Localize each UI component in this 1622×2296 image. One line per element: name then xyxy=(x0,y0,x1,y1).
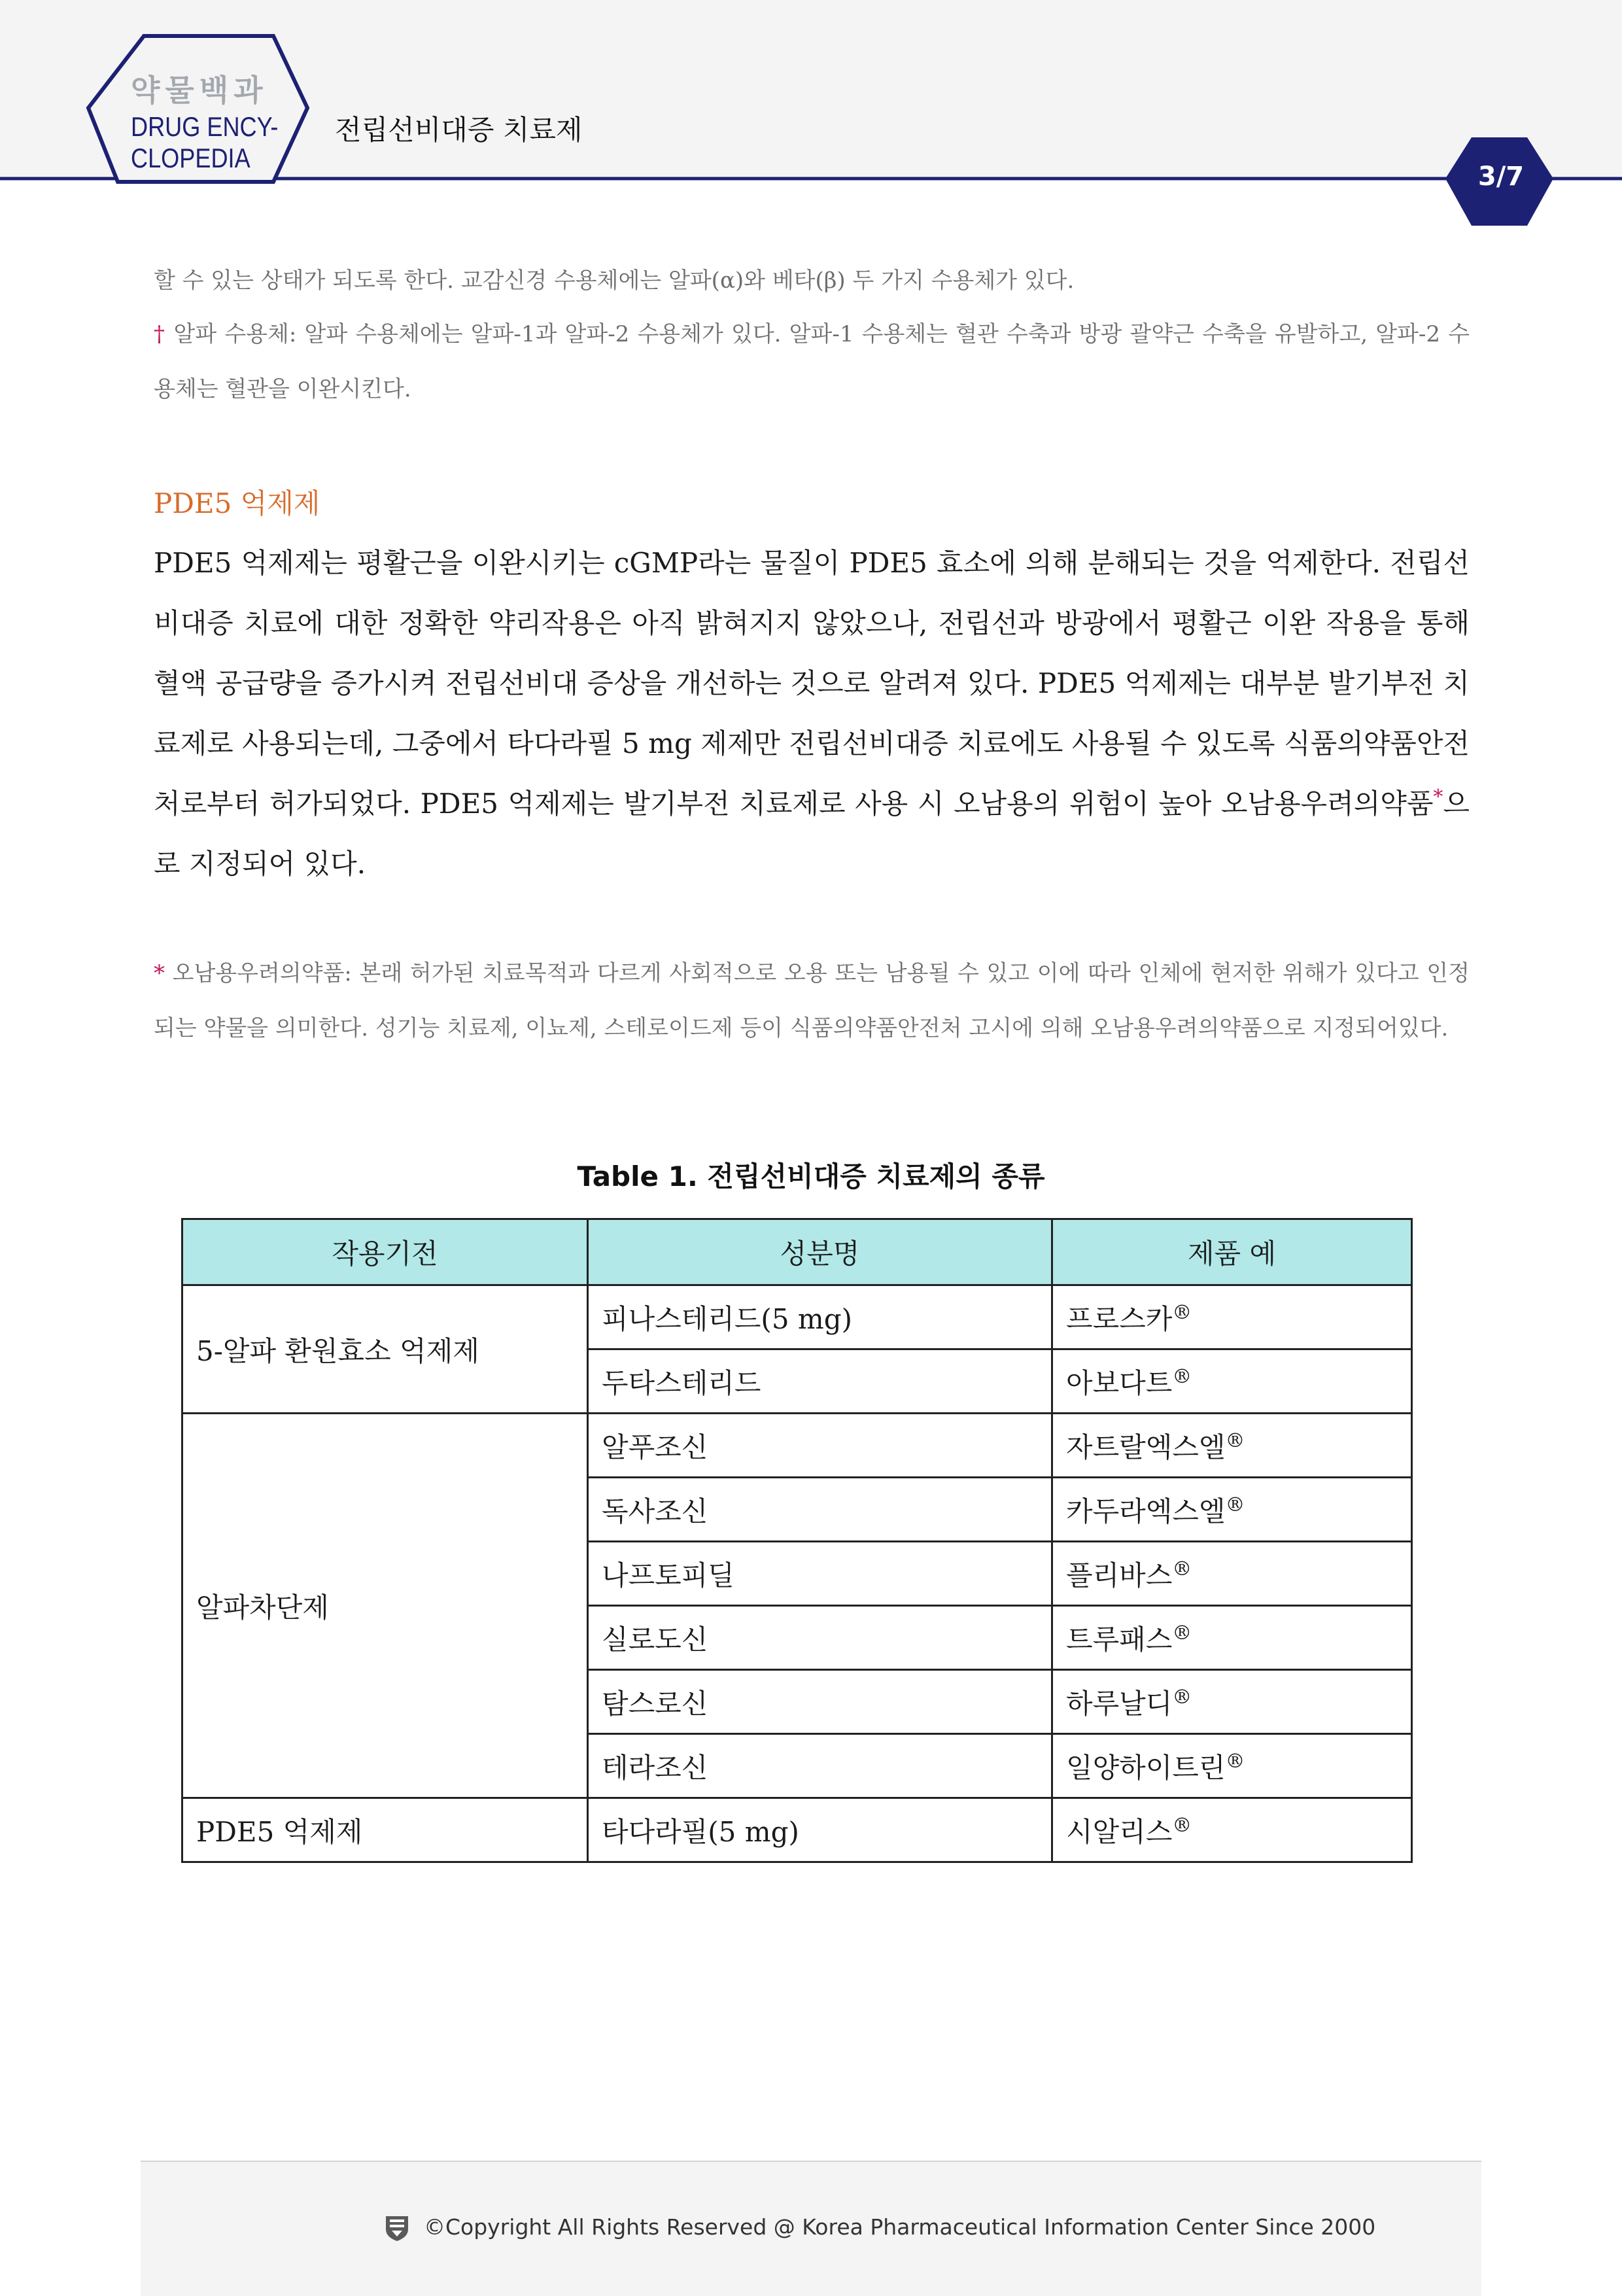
ingredient-cell: 두타스테리드 xyxy=(588,1349,1052,1414)
mechanism-cell: PDE5 억제제 xyxy=(182,1798,588,1862)
registered-mark: ® xyxy=(1225,1493,1245,1516)
pde5-paragraph xyxy=(154,533,1470,894)
intro-line xyxy=(154,253,1470,308)
registered-mark: ® xyxy=(1172,1621,1192,1644)
footnote-reference-mark: * xyxy=(1433,786,1443,809)
product-cell xyxy=(1052,1798,1412,1862)
dagger-symbol: † xyxy=(154,321,166,347)
registered-mark: ® xyxy=(1172,1300,1192,1324)
ingredient-cell: 알푸조신 xyxy=(588,1414,1052,1478)
product-name: 자트랄엑스엘 xyxy=(1066,1431,1226,1463)
registered-mark: ® xyxy=(1172,1685,1192,1709)
product-name: 프로스카 xyxy=(1066,1302,1173,1335)
document-title: 전립선비대증 치료제 xyxy=(335,114,583,146)
ingredient-cell: 타다라필(5 mg) xyxy=(588,1798,1052,1862)
pde5-paragraph-text: PDE5 억제제는 평활근을 이완시키는 cGMP라는 물질이 PDE5 효소에 의해 분해되는 것을 억제한다. 전립선비대증 치료에 대한 정확한 약리작용은 아직 밝혀지지 않았으나, 전립선과 방광에서 평활근 이완 작용을 통해 혈액 공급량을 증가시켜 전립선비대 증상을 개선하는 것으로 알려져 있다. PDE5 억제제는 대부분 발기부전 치료제로 사용되는데, 그중에서 타다라필 5 mg 제제만 전립선비대증 치료에도 사용될 수 있도록 식품의약품안전처로부터 허가되었다. PDE5 억제제는 발기부전 치료제로 사용 시 오남용의 위험이 높아 오남용우려의약품 xyxy=(154,547,1470,820)
product-cell xyxy=(1052,1285,1412,1349)
intro-line-text: 할 수 있는 상태가 되도록 한다. 교감신경 수용체에는 알파(α)와 베타(β) 두 가지 수용체가 있다. xyxy=(154,268,1075,294)
footnote-text: 오남용우려의약품: 본래 허가된 치료목적과 다르게 사회적으로 오용 또는 남용될 수 있고 이에 따라 인체에 현저한 위해가 있다고 인정되는 약물을 의미한다. 성기능 치료제, 이뇨제, 스테로이드제 등이 식품의약품안전처 고시에 의해 오남용우려의약품으로 지정되어있다. xyxy=(154,960,1470,1041)
product-name: 트루패스 xyxy=(1066,1623,1173,1656)
product-cell xyxy=(1052,1542,1412,1606)
logo-korean-text: 약물백과 xyxy=(131,73,268,108)
table-header-row xyxy=(182,1219,1412,1285)
pde5-heading: PDE5 억제제 xyxy=(154,487,320,519)
header-ingredient: 성분명 xyxy=(588,1219,1052,1285)
product-name: 아보다트 xyxy=(1066,1366,1173,1399)
mechanism-cell: 5-알파 환원효소 억제제 xyxy=(182,1285,588,1414)
product-name: 시알리스 xyxy=(1066,1815,1173,1848)
product-cell xyxy=(1052,1349,1412,1414)
logo-english-line2: CLOPEDIA xyxy=(131,143,250,173)
product-cell xyxy=(1052,1414,1412,1478)
page-number: 3/7 xyxy=(1477,162,1525,192)
table-row xyxy=(182,1414,1412,1478)
logo-english-text xyxy=(131,111,278,174)
product-cell xyxy=(1052,1606,1412,1670)
mechanism-cell: 알파차단제 xyxy=(182,1414,588,1798)
product-cell xyxy=(1052,1478,1412,1542)
product-name: 플리바스 xyxy=(1066,1559,1173,1592)
product-name: 일양하이트린 xyxy=(1066,1751,1226,1784)
registered-mark: ® xyxy=(1172,1365,1192,1388)
dagger-note xyxy=(154,307,1470,417)
registered-mark: ® xyxy=(1172,1813,1192,1837)
drug-table xyxy=(181,1218,1413,1863)
ingredient-cell: 피나스테리드(5 mg) xyxy=(588,1285,1052,1349)
dagger-note-text: 알파 수용체: 알파 수용체에는 알파-1과 알파-2 수용체가 있다. 알파-1 수용체는 혈관 수축과 방광 괄약근 수축을 유발하고, 알파-2 수용체는 혈관을 이완시킨다. xyxy=(154,321,1470,402)
registered-mark: ® xyxy=(1225,1749,1245,1773)
footnote-star: * xyxy=(154,960,165,986)
product-cell xyxy=(1052,1670,1412,1734)
ingredient-cell: 나프토피딜 xyxy=(588,1542,1052,1606)
product-name: 카두라엑스엘 xyxy=(1066,1495,1226,1527)
footnote xyxy=(154,946,1470,1056)
kpic-logo-icon xyxy=(384,2214,410,2242)
logo-english-line1: DRUG ENCY- xyxy=(131,111,279,142)
header-product: 제품 예 xyxy=(1052,1219,1412,1285)
table-row xyxy=(182,1798,1412,1862)
product-cell xyxy=(1052,1734,1412,1798)
registered-mark: ® xyxy=(1225,1429,1245,1452)
product-name: 하루날디 xyxy=(1066,1687,1173,1720)
registered-mark: ® xyxy=(1172,1557,1192,1580)
ingredient-cell: 실로도신 xyxy=(588,1606,1052,1670)
copyright-text: ©Copyright All Rights Reserved @ Korea Pharmaceutical Information Center Since 2000 xyxy=(424,2214,1376,2240)
ingredient-cell: 테라조신 xyxy=(588,1734,1052,1798)
header-mechanism: 작용기전 xyxy=(182,1219,588,1285)
pde5-paragraph-end: 으로 지정되어 있다. xyxy=(154,788,1470,880)
ingredient-cell: 탐스로신 xyxy=(588,1670,1052,1734)
ingredient-cell: 독사조신 xyxy=(588,1478,1052,1542)
table-row xyxy=(182,1285,1412,1349)
table-caption: Table 1. 전립선비대증 치료제의 종류 xyxy=(577,1160,1045,1192)
